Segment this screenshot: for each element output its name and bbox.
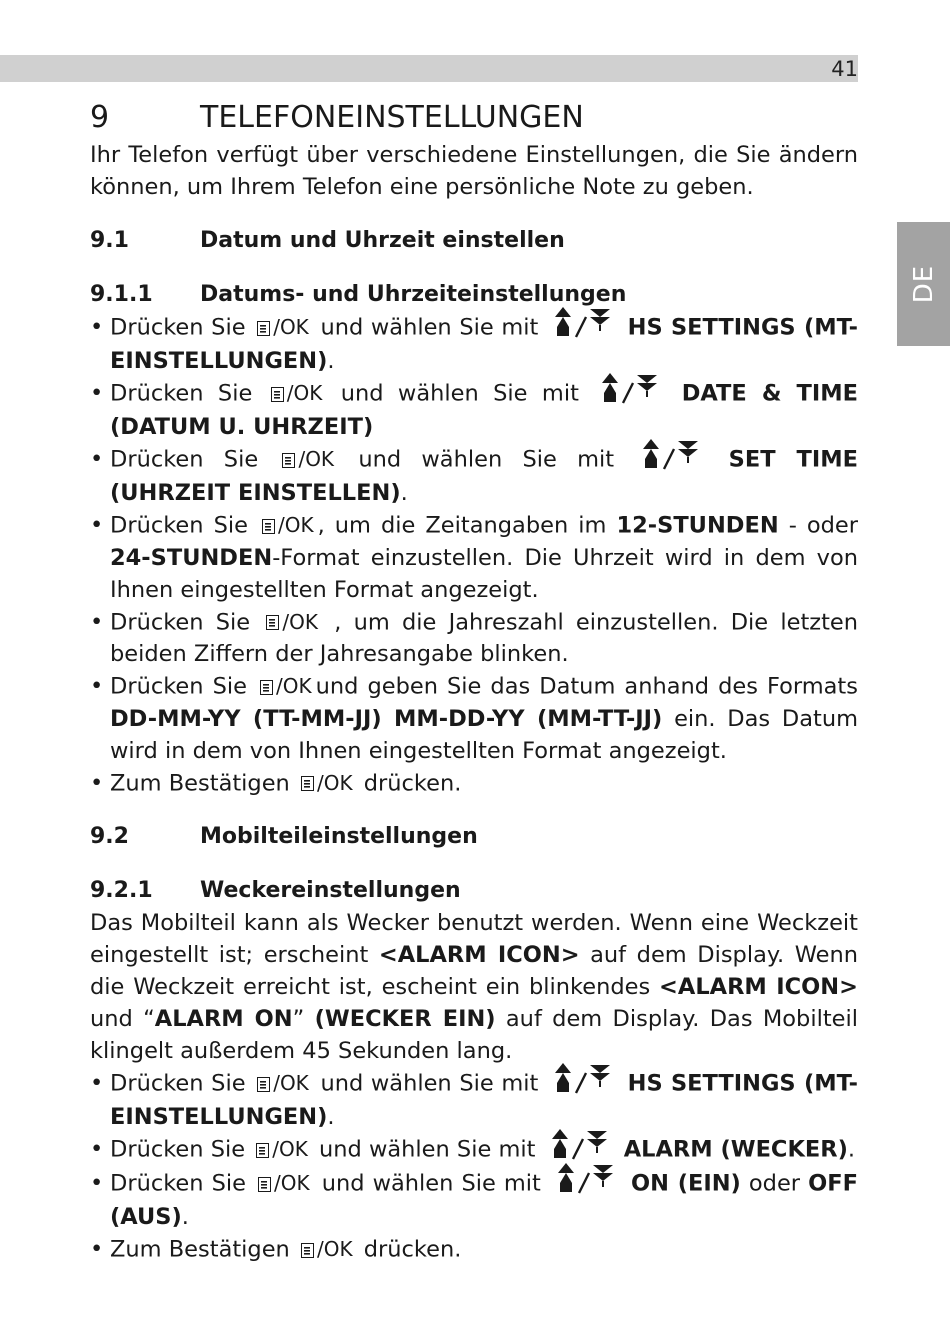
menu-icon bbox=[262, 519, 275, 534]
menu-icon bbox=[257, 1077, 270, 1092]
section-title: Mobilteileinstellungen bbox=[200, 824, 478, 849]
language-tab-label: DE bbox=[908, 264, 939, 304]
page-content bbox=[90, 95, 858, 1266]
menu-icon bbox=[256, 1143, 269, 1158]
list-item: • Drücken Sie /OK und wählen Sie mit HS SETTINGS (MT-EINSTELLUNGEN). bbox=[90, 1067, 858, 1133]
section-heading-9-1-1 bbox=[90, 279, 858, 311]
menu-ok-icon: /OK bbox=[301, 1233, 353, 1265]
list-item: • Drücken Sie /OK und geben Sie das Datum anhand des Formats DD-MM-YY (TT-MM-JJ) MM-DD-YY (MM-TT-JJ) ein. Das Datum wird in dem von Ihnen eingestellten Format angezeigt. bbox=[90, 670, 858, 767]
menu-ok-icon: /OK bbox=[301, 767, 353, 799]
menu-ok-icon: /OK bbox=[257, 311, 309, 343]
list-item: • Drücken Sie /OK und wählen Sie mit ALARM (WECKER). bbox=[90, 1133, 858, 1167]
section-number: 9.1.1 bbox=[90, 282, 153, 307]
list-item: • Zum Bestätigen /OK drücken. bbox=[90, 1233, 858, 1266]
menu-icon bbox=[301, 776, 314, 791]
section-heading-9-2-1 bbox=[90, 875, 858, 907]
chapter-heading bbox=[90, 95, 858, 139]
intro-paragraph: Ihr Telefon verfügt über verschiedene Einstellungen, die Sie ändern können, um Ihrem Telefon eine persönliche Note zu geben. bbox=[90, 142, 858, 200]
up-down-arrows-icon bbox=[555, 1161, 617, 1195]
menu-ok-icon: /OK bbox=[262, 509, 314, 541]
up-down-arrows-icon bbox=[640, 437, 702, 471]
menu-ok-icon: /OK bbox=[258, 1167, 310, 1199]
chapter-title: TELEFONEINSTELLUNGEN bbox=[200, 99, 584, 135]
section-title: Weckereinstellungen bbox=[200, 878, 461, 903]
section-title: Datums- und Uhrzeiteinstellungen bbox=[200, 282, 627, 307]
menu-ok-icon: /OK bbox=[256, 1133, 308, 1165]
steps-list-date-time bbox=[90, 311, 858, 799]
menu-ok-icon: /OK bbox=[266, 606, 318, 638]
menu-icon bbox=[260, 680, 273, 695]
menu-icon bbox=[301, 1243, 314, 1258]
steps-list-alarm bbox=[90, 1067, 858, 1266]
section-number: 9.2 bbox=[90, 824, 129, 849]
up-down-arrows-icon bbox=[599, 371, 661, 405]
language-tab bbox=[897, 222, 950, 346]
section-heading-9-2 bbox=[90, 821, 858, 853]
list-item: • Drücken Sie /OK und wählen Sie mit HS SETTINGS (MT-EINSTELLUNGEN). bbox=[90, 311, 858, 377]
list-item: • Zum Bestätigen /OK drücken. bbox=[90, 767, 858, 800]
menu-ok-icon: /OK bbox=[257, 1067, 309, 1099]
header-bar bbox=[0, 55, 858, 82]
list-item: • Drücken Sie /OK , um die Zeitangaben im 12-STUNDEN - oder 24-STUNDEN-Format einzustellen. Die Uhrzeit wird in dem von Ihnen eingestellten Format angezeigt. bbox=[90, 509, 858, 606]
alarm-description-paragraph: Das Mobilteil kann als Wecker benutzt werden. Wenn eine Weckzeit eingestellt ist; erscheint <ALARM ICON> auf dem Display. Wenn die Weckzeit erreicht ist, escheint ein blinkendes <ALARM ICON> und “ALARM ON” (WECKER EIN) auf dem Display. Das Mobilteil klingelt außerdem 45 Sekunden lang. bbox=[90, 910, 858, 1064]
menu-icon bbox=[282, 453, 295, 468]
section-heading-9-1 bbox=[90, 225, 858, 257]
list-item: • Drücken Sie /OK und wählen Sie mit ON (EIN) oder OFF (AUS). bbox=[90, 1167, 858, 1233]
section-number: 9.2.1 bbox=[90, 878, 153, 903]
list-item: • Drücken Sie /OK und wählen Sie mit SET TIME (UHRZEIT EINSTELLEN). bbox=[90, 443, 858, 509]
menu-ok-icon: /OK bbox=[260, 670, 312, 702]
up-down-arrows-icon bbox=[552, 1061, 614, 1095]
menu-icon bbox=[266, 615, 279, 630]
menu-ok-icon: /OK bbox=[282, 443, 334, 475]
menu-icon bbox=[257, 321, 270, 336]
section-number: 9.1 bbox=[90, 228, 129, 253]
list-item: • Drücken Sie /OK und wählen Sie mit DATE & TIME (DATUM U. UHRZEIT) bbox=[90, 377, 858, 443]
up-down-arrows-icon bbox=[549, 1127, 611, 1161]
menu-ok-icon: /OK bbox=[271, 377, 323, 409]
chapter-number: 9 bbox=[90, 99, 110, 135]
up-down-arrows-icon bbox=[552, 305, 614, 339]
section-title: Datum und Uhrzeit einstellen bbox=[200, 228, 565, 253]
menu-icon bbox=[258, 1177, 271, 1192]
list-item: • Drücken Sie /OK , um die Jahreszahl einzustellen. Die letzten beiden Ziffern der Jahresangabe blinken. bbox=[90, 606, 858, 671]
page-number: 41 bbox=[831, 57, 858, 81]
menu-icon bbox=[271, 387, 284, 402]
